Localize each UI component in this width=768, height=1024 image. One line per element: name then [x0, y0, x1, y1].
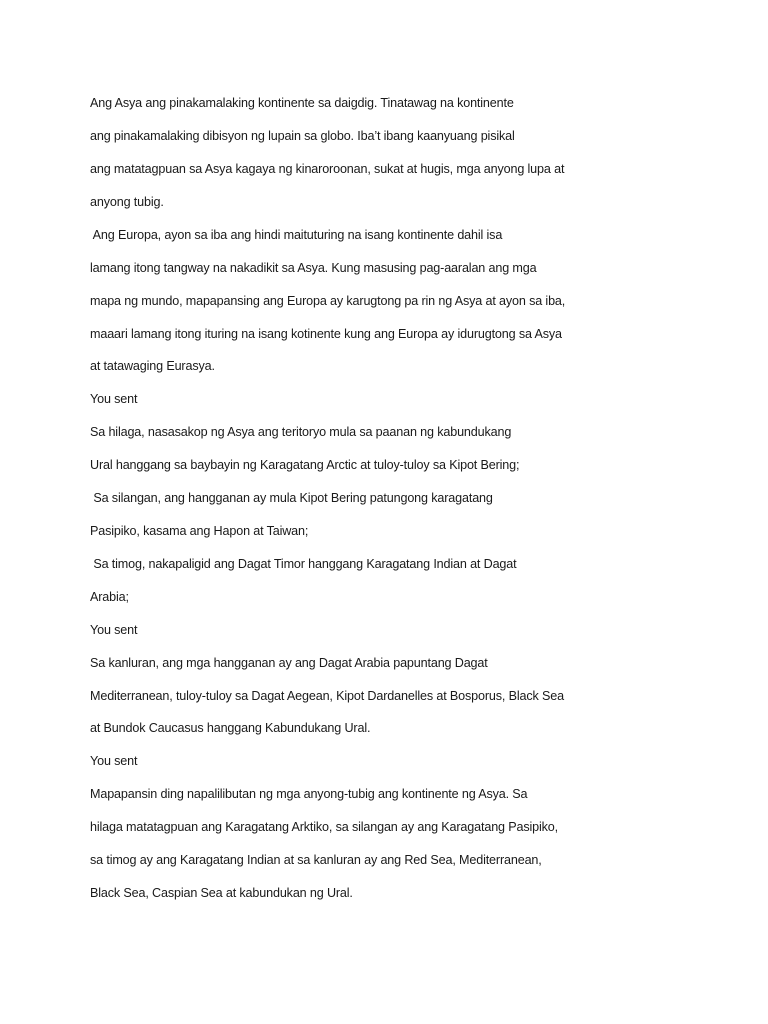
text-line-3: ang matatagpuan sa Asya kagaya ng kinaroroonan, sukat at hugis, mga anyong lupa at: [90, 162, 565, 176]
you-sent-label-2: You sent: [90, 623, 138, 637]
text-line-14: Pasipiko, kasama ang Hapon at Taiwan;: [90, 524, 309, 538]
text-line-12: Ural hanggang sa baybayin ng Karagatang Arctic at tuloy-tuloy sa Kipot Bering;: [90, 458, 520, 472]
text-line-6: lamang itong tangway na nakadikit sa Asya. Kung masusing pag-aaralan ang mga: [90, 261, 537, 275]
you-sent-label-1: You sent: [90, 392, 138, 406]
text-line-1: Ang Asya ang pinakamalaking kontinente sa daigdig. Tinatawag na kontinente: [90, 96, 514, 110]
text-line-11: Sa hilaga, nasasakop ng Asya ang teritoryo mula sa paanan ng kabundukang: [90, 425, 512, 439]
text-line-16: Arabia;: [90, 590, 129, 604]
text-line-8: maaari lamang itong ituring na isang kotinente kung ang Europa ay idurugtong sa Asya: [90, 327, 562, 341]
text-line-5: Ang Europa, ayon sa iba ang hindi maituturing na isang kontinente dahil isa: [90, 228, 503, 242]
text-line-4: anyong tubig.: [90, 195, 164, 209]
text-line-24: sa timog ay ang Karagatang Indian at sa kanluran ay ang Red Sea, Mediterranean,: [90, 853, 542, 867]
text-line-20: at Bundok Caucasus hanggang Kabundukang Ural.: [90, 721, 371, 735]
text-line-15: Sa timog, nakapaligid ang Dagat Timor hanggang Karagatang Indian at Dagat: [90, 557, 517, 571]
text-line-19: Mediterranean, tuloy-tuloy sa Dagat Aegean, Kipot Dardanelles at Bosporus, Black Sea: [90, 689, 564, 703]
text-line-9: at tatawaging Eurasya.: [90, 359, 215, 373]
text-line-2: ang pinakamalaking dibisyon ng lupain sa globo. Iba’t ibang kaanyuang pisikal: [90, 129, 515, 143]
text-line-22: Mapapansin ding napalilibutan ng mga anyong-tubig ang kontinente ng Asya. Sa: [90, 787, 528, 801]
text-line-18: Sa kanluran, ang mga hangganan ay ang Dagat Arabia papuntang Dagat: [90, 656, 488, 670]
you-sent-label-3: You sent: [90, 754, 138, 768]
text-line-23: hilaga matatagpuan ang Karagatang Arktiko, sa silangan ay ang Karagatang Pasipiko,: [90, 820, 558, 834]
text-line-13: Sa silangan, ang hangganan ay mula Kipot Bering patungong karagatang: [90, 491, 493, 505]
text-line-7: mapa ng mundo, mapapansing ang Europa ay karugtong pa rin ng Asya at ayon sa iba,: [90, 294, 566, 308]
text-line-25: Black Sea, Caspian Sea at kabundukan ng Ural.: [90, 886, 353, 900]
